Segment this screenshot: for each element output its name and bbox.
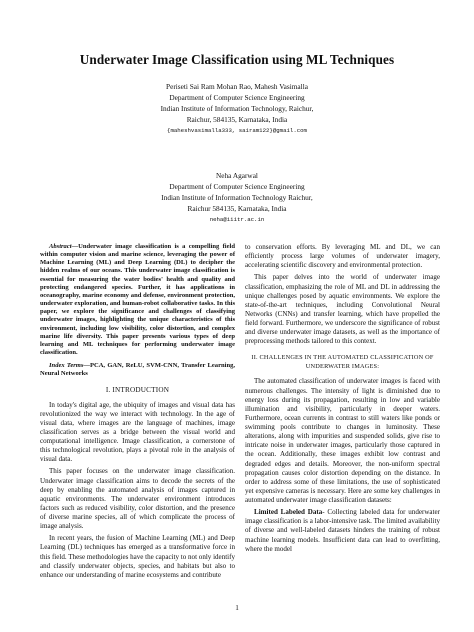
limited-data-label: Limited Labeled Data [254, 508, 323, 517]
index-terms [40, 362, 235, 378]
author-department: Department of Computer Science Engineering [169, 92, 305, 102]
author-address: Raichur, 584135, Karnataka, India [186, 114, 288, 124]
author-institute: Indian Institute of Information Technology Raichur, [161, 192, 313, 202]
intro-paragraph: In recent years, the fusion of Machine Learning (ML) and Deep Learning (DL) techniques has emerged as a transformative force in this field. These methodologies have the capacity to not only identify and classify underwater objects, species, and habitats but also to enhance our understanding of marine ecosystems and contribute [40, 534, 235, 579]
body-paragraph: This paper delves into the world of underwater image classification, emphasizing the role of ML and DL in addressing the unique challenges posed by aquatic environments. We explore the state-of-the-art techniques, including Convolutional Neural Networks (CNNs) and transfer learning, which have propelled the field forward. Furthermore, we underscore the significance of robust and diverse underwater image datasets, as well as the importance of preprocessing methods tailored to this context. [245, 273, 440, 346]
author-email: {maheshvasimalla333, sairam122}@gmail.com [167, 126, 307, 134]
abstract [40, 243, 235, 357]
author-names: Periseti Sai Ram Mohan Rao, Mahesh Vasimalla [166, 82, 308, 91]
section-heading-introduction: I. INTRODUCTION [105, 385, 170, 394]
abstract-label: Abstract— [49, 243, 79, 250]
index-terms-text: PCA, GAN, ReLU, SVM-CNN, Transfer Learning, Neural Networks [40, 362, 236, 378]
right-column [245, 243, 440, 554]
challenges-paragraph: The automated classification of underwater images is faced with numerous challenges. The intensity of light is diminished due to energy loss during its propagation, resulting in low and variable illumination and visibility, particularly in deeper waters. Furthermore, ocean currents in contrast to still waters like ponds or swimming pools contribute to changes in luminosity. These alterations, along with impurities and suspended solids, give rise to intricate noise in underwater images, particularly those captured in the ocean. Additionally, these images exhibit low contrast and degraded edges and details. Moreover, the non-uniform spectral propagation causes color distortion depending on the distance. In order to address some of these limitations, the use of sophisticated yet expensive cameras is necessary. Here are some key challenges in automated underwater image classification datasets: [245, 377, 440, 504]
author-email: neha@iiitr.ac.in [209, 215, 265, 223]
limited-data-paragraph [245, 508, 440, 554]
page-number: 1 [235, 604, 239, 612]
author-institute: Indian Institute of Information Technology, Raichur, [160, 103, 314, 113]
author-address: Raichur 584135, Karnataka, India [187, 203, 287, 213]
intro-paragraph: In today's digital age, the ubiquity of images and visual data has revolutionized the way we interact with technology. In the age of visual data, where images are the language of machines, image classification serves as a bridge between the visual world and computational intelligence. Image classification, a cornerstone of this technological revolution, plays a pivotal role in the analysis of visual data. [40, 400, 235, 464]
index-terms-label: Index Terms— [49, 362, 90, 370]
author-names: Neha Agarwal [216, 171, 258, 180]
body-paragraph: to conservation efforts. By leveraging ML and DL, we can efficiently process large volumes of underwater imagery, accelerating scientific discovery and environmental protection. [245, 243, 440, 270]
section-heading-challenges: II. CHALLENGES IN THE AUTOMATED CLASSIFICATION OF UNDERWATER IMAGES: [251, 354, 434, 370]
paper-title: Underwater Image Classification using ML Techniques [79, 52, 395, 67]
left-column [40, 243, 235, 580]
author-block-2 [0, 171, 474, 226]
intro-paragraph: This paper focuses on the underwater image classification. Underwater image classification aims to decode the secrets of the deep by enabling the automated analysis of images captured in aquatic environments. The underwater environment introduces factors such as reduced visibility, color distortion, and the presence of diverse marine species, all of which complicate the process of image analysis. [40, 467, 235, 531]
author-block-1 [0, 82, 474, 137]
limited-data-text: - Collecting labeled data for underwater image classification is a labor-intensive task. The limited availability of diverse and well-labeled datasets hinders the training of robust machine learning models. Insufficient data can lead to overfitting, where the model [245, 508, 440, 553]
abstract-text: Underwater image classification is a compelling field within computer vision and marine science, leveraging the power of Machine Learning (ML) and Deep Learning (DL) to decipher the hidden realms of our oceans. This underwater image classification is essential for measuring the water bodies' health and quality and protecting endangered species. Further, it has applications in oceanography, marine economy and defense, environment protection, underwater exploration, and human-robot collaborative tasks. In this paper, we explore the significance and challenges of classifying underwater images, highlighting the unique characteristics of this environment, including low visibility, color distortion, and complex marine life diversity. This paper presents various types of deep learning and ML techniques for performing underwater image classification. [40, 243, 235, 357]
author-department: Department of Computer Science Engineering [169, 181, 305, 191]
